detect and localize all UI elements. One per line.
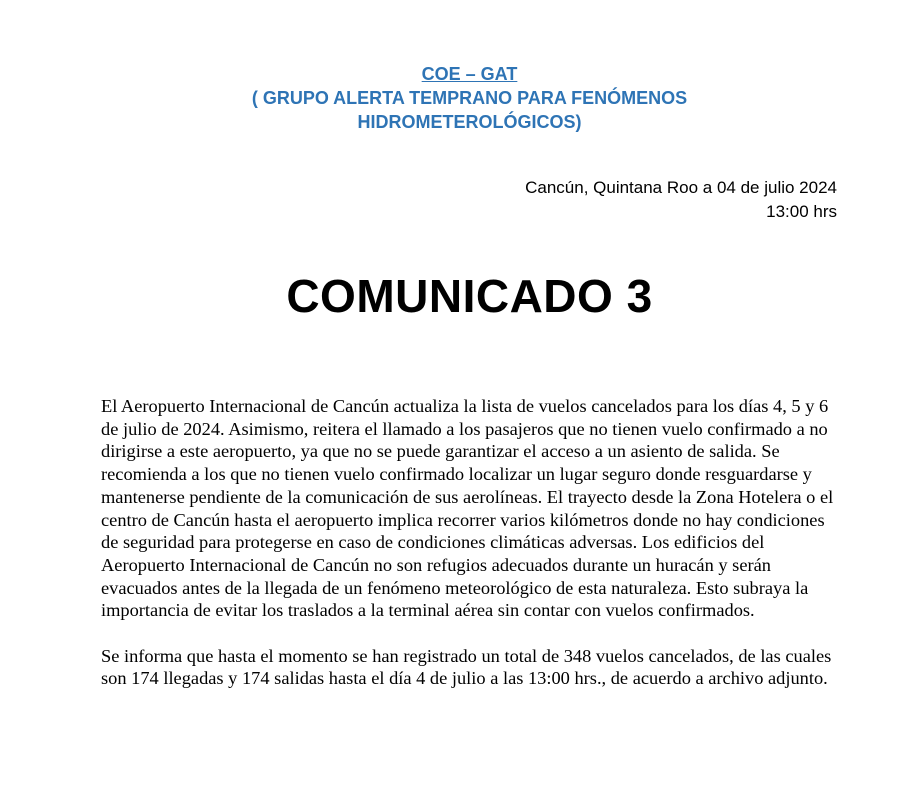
place-and-date xyxy=(525,176,837,224)
organization-subtitle-line-2: HIDROMETEROLÓGICOS) xyxy=(357,112,582,132)
document-body xyxy=(101,395,843,690)
body-paragraph-1: El Aeropuerto Internacional de Cancún actualiza la lista de vuelos cancelados para los días 4, 5 y 6 de julio de 2024. Asimismo, reitera el llamado a los pasajeros que no tienen vuelo confirmado a no dirigirse a este aeropuerto, ya que no se puede garantizar el acceso a un asiento de salida. Se recomienda a los que no tienen vuelo confirmado localizar un lugar seguro donde resguardarse y mantenerse pendiente de la comunicación de sus aerolíneas. El trayecto desde la Zona Hotelera o el centro de Cancún hasta el aeropuerto implica recorrer varios kilómetros donde no hay condiciones de seguridad para protegerse en caso de condiciones climáticas adversas. Los edificios del Aeropuerto Internacional de Cancún no son refugios adecuados durante un huracán y serán evacuados antes de la llegada de un fenómeno meteorológico de esta naturaleza. Esto subraya la importancia de evitar los traslados a la terminal aérea sin contar con vuelos confirmados. xyxy=(101,396,834,621)
document-title: COMUNICADO 3 xyxy=(286,270,653,322)
organization-name: COE – GAT xyxy=(421,64,518,84)
body-paragraph-2: Se informa que hasta el momento se han registrado un total de 348 vuelos cancelados, de las cuales son 174 llegadas y 174 salidas hasta el día 4 de julio a las 13:00 hrs., de acuerdo a archivo adjunto. xyxy=(101,645,832,689)
time-text: 13:00 hrs xyxy=(766,202,837,221)
organization-subtitle-line-1: ( GRUPO ALERTA TEMPRANO PARA FENÓMENOS xyxy=(251,88,688,108)
location-date-text: Cancún, Quintana Roo a 04 de julio 2024 xyxy=(525,178,837,197)
document-header xyxy=(0,62,919,134)
